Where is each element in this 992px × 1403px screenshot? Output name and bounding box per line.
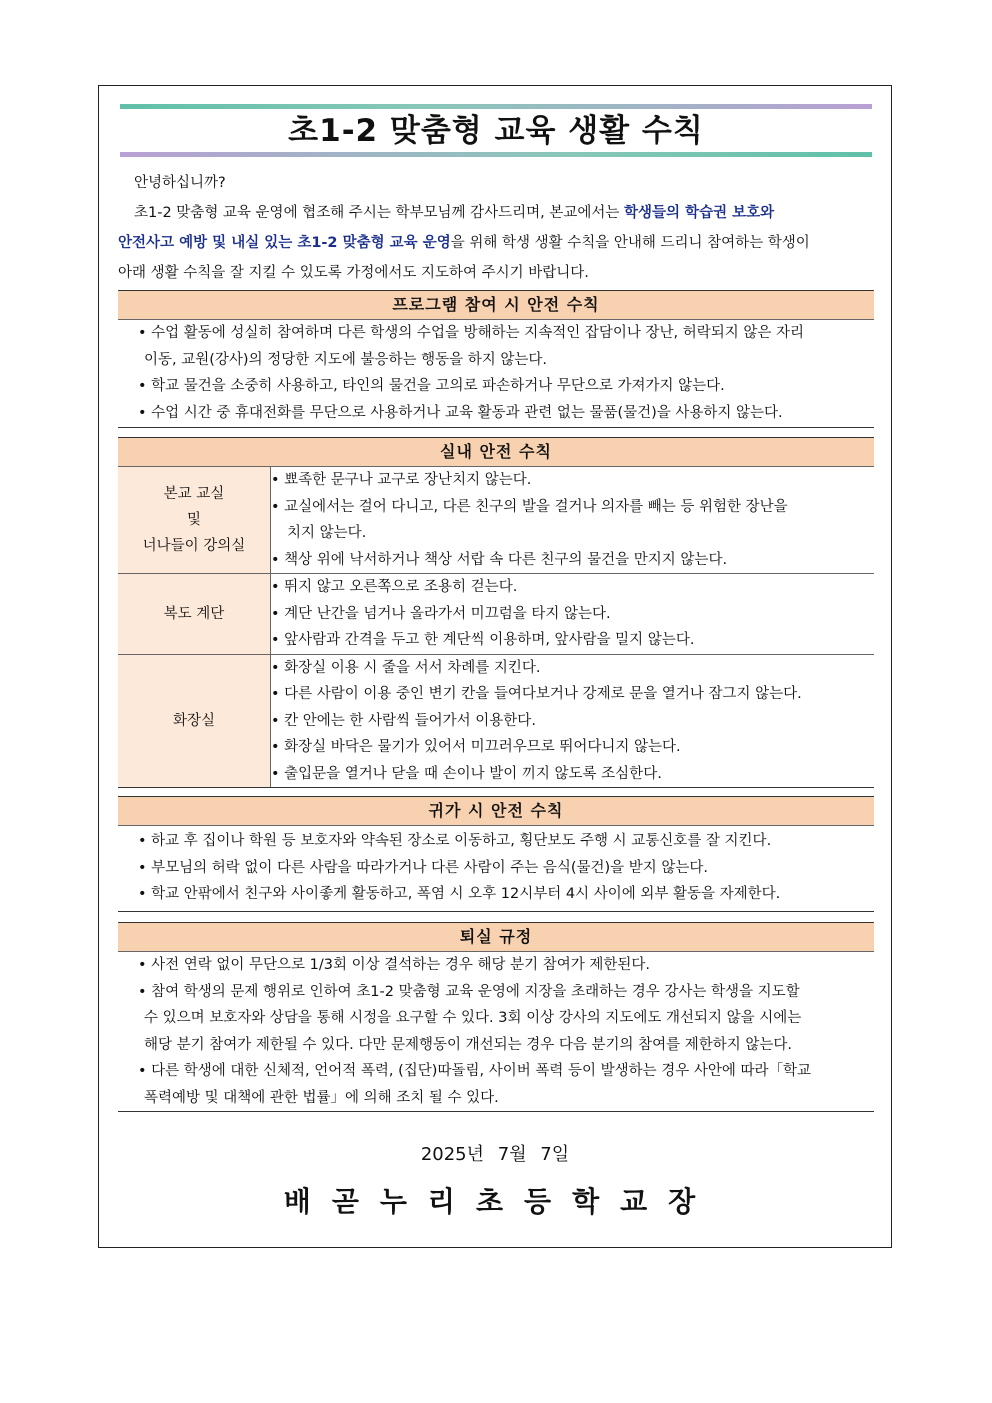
intro-line-1 bbox=[118, 198, 876, 228]
rule-item: • 하교 후 집이나 학원 등 보호자와 약속된 장소로 이동하고, 횡단보도 주행 시 교통신호를 잘 지킨다. bbox=[138, 833, 772, 849]
intro-highlight-1: 학생들의 학습권 보호와 bbox=[623, 205, 775, 221]
section-heading-indoor: 실내 안전 수칙 bbox=[118, 437, 874, 467]
rule-item: • 화장실 이용 시 줄을 서서 차례를 지킨다. bbox=[271, 659, 541, 676]
greeting: 안녕하십니까? bbox=[134, 175, 226, 191]
rule-item: • 화장실 바닥은 물기가 있어서 미끄러우므로 뛰어다니지 않는다. bbox=[271, 739, 681, 755]
rule-item: • 칸 안에는 한 사람씩 들어가서 이용한다. bbox=[271, 712, 536, 729]
school-signature: 배곧누리초등학교장 bbox=[283, 1185, 717, 1218]
rule-item: • 학교 안팎에서 친구와 사이좋게 활동하고, 폭염 시 오후 12시부터 4시 사이에 외부 활동을 자제한다. bbox=[138, 886, 781, 902]
category-label: 본교 교실 bbox=[163, 486, 225, 502]
rule-item-continued: 치지 않는다. bbox=[287, 525, 367, 541]
rule-item-continued: 이동, 교원(강사)의 정당한 지도에 불응하는 행동을 하지 않는다. bbox=[144, 351, 547, 368]
page-title: 초1-2 맞춤형 교육 생활 수칙 bbox=[288, 113, 704, 149]
section-heading-dismissal: 퇴실 규정 bbox=[118, 922, 874, 952]
table-row bbox=[118, 574, 874, 655]
title-top-bar bbox=[120, 104, 872, 109]
section-body-dismissal bbox=[118, 952, 874, 1112]
section-heading-home: 귀가 시 안전 수칙 bbox=[118, 796, 874, 826]
rule-item: • 학교 물건을 소중히 사용하고, 타인의 물건을 고의로 파손하거나 무단으로 가져가지 않는다. bbox=[138, 378, 725, 394]
category-items bbox=[271, 467, 875, 574]
table-row bbox=[118, 654, 874, 788]
rule-item: • 다른 사람이 이용 중인 변기 칸을 들여다보거나 강제로 문을 열거나 잠그지 않는다. bbox=[271, 686, 802, 702]
rule-item: • 계단 난간을 넘거나 올라가서 미끄럼을 타지 않는다. bbox=[271, 605, 611, 622]
rule-item: • 수업 시간 중 휴대전화를 무단으로 사용하거나 교육 활동과 관련 없는 물품(물건)을 사용하지 않는다. bbox=[138, 404, 783, 421]
category-hallway: 복도 계단 bbox=[118, 574, 271, 655]
title-bottom-bar bbox=[120, 152, 872, 157]
intro-line-2 bbox=[118, 228, 876, 258]
rule-item: • 부모님의 허락 없이 다른 사람을 따라가거나 다른 사람이 주는 음식(물건)을 받지 않는다. bbox=[138, 859, 709, 876]
rule-item: • 앞사람과 간격을 두고 한 계단씩 이용하며, 앞사람을 밀지 않는다. bbox=[271, 632, 695, 648]
rule-item: • 참여 학생의 문제 행위로 인하여 초1-2 맞춤형 교육 운영에 지장을 초래하는 경우 강사는 학생을 지도할 bbox=[138, 983, 800, 1000]
intro-line-2-text: 을 위해 학생 생활 수칙을 안내해 드리니 참여하는 학생이 bbox=[450, 235, 810, 251]
section-heading-program: 프로그램 참여 시 안전 수칙 bbox=[118, 290, 874, 320]
category-label: 너나들이 강의실 bbox=[142, 538, 246, 554]
intro-line-3: 아래 생활 수칙을 잘 지킬 수 있도록 가정에서도 지도하여 주시기 바랍니다. bbox=[118, 265, 589, 281]
rule-item: • 책상 위에 낙서하거나 책상 서랍 속 다른 친구의 물건을 만지지 않는다. bbox=[271, 551, 728, 568]
category-items bbox=[271, 574, 875, 655]
category-items bbox=[271, 654, 875, 788]
table-row bbox=[118, 467, 874, 574]
section-body-home bbox=[118, 826, 874, 912]
section-body-program bbox=[118, 320, 874, 428]
rule-item: • 다른 학생에 대한 신체적, 언어적 폭력, (집단)따돌림, 사이버 폭력 등이 발생하는 경우 사안에 따라「학교 bbox=[138, 1063, 811, 1079]
rule-item-continued: 해당 분기 참여가 제한될 수 있다. 다만 문제행동이 개선되는 경우 다음 분기의 참여를 제한하지 않는다. bbox=[144, 1036, 793, 1053]
intro-text bbox=[118, 168, 876, 288]
intro-highlight-2: 안전사고 예방 및 내실 있는 초1-2 맞춤형 교육 운영 bbox=[118, 235, 451, 251]
rule-item: • 수업 활동에 성실히 참여하며 다른 학생의 수업을 방해하는 지속적인 잡담이나 장난, 허락되지 않은 자리 bbox=[138, 325, 804, 341]
rule-item: • 뾰족한 문구나 교구로 장난치지 않는다. bbox=[271, 472, 532, 488]
indoor-rules-table bbox=[118, 466, 874, 788]
category-label: 및 bbox=[186, 512, 201, 528]
intro-line-1-text: 초1-2 맞춤형 교육 운영에 협조해 주시는 학부모님께 감사드리며, 본교에서는 bbox=[134, 205, 624, 221]
rule-item: • 출입문을 열거나 닫을 때 손이나 발이 끼지 않도록 조심한다. bbox=[271, 765, 662, 782]
rule-item: • 뛰지 않고 오른쪽으로 조용히 걷는다. bbox=[271, 579, 518, 595]
category-restroom: 화장실 bbox=[118, 654, 271, 788]
rule-item: • 사전 연락 없이 무단으로 1/3회 이상 결석하는 경우 해당 분기 참여가 제한된다. bbox=[138, 957, 651, 973]
category-classroom bbox=[118, 467, 271, 574]
rule-item-continued: 폭력예방 및 대책에 관한 법률」에 의해 조치 될 수 있다. bbox=[144, 1089, 499, 1106]
rule-item-continued: 수 있으며 보호자와 상담을 통해 시정을 요구할 수 있다. 3회 이상 강사의 지도에도 개선되지 않을 시에는 bbox=[144, 1010, 802, 1026]
issue-date: 2025년 7월 7일 bbox=[420, 1144, 570, 1165]
rule-item: • 교실에서는 걸어 다니고, 다른 친구의 발을 걸거나 의자를 빼는 등 위험한 장난을 bbox=[271, 498, 788, 515]
